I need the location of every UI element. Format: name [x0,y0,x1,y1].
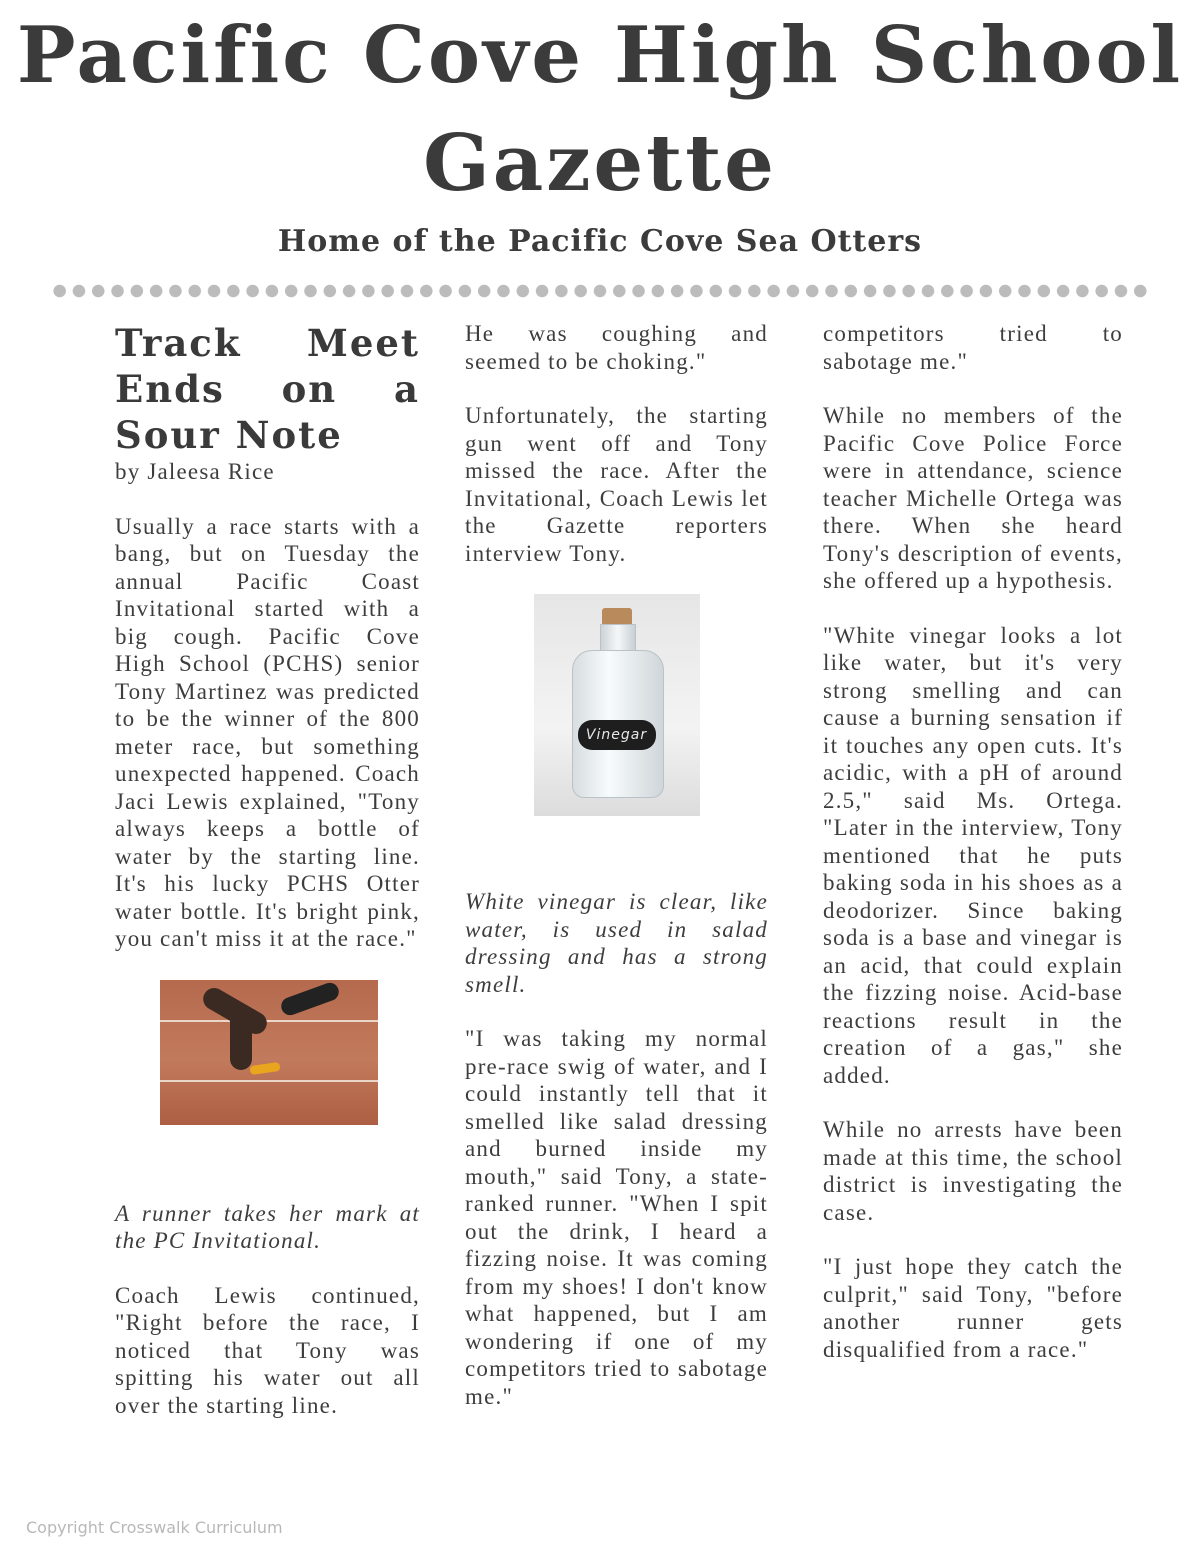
article-paragraph: While no arrests have been made at this time, the school district is investigating the case. [823,1117,1123,1225]
article-paragraph: Usually a race starts with a bang, but on Tuesday the annual Pacific Coast Invitational started with a big cough. Pacific Cove High School (PCHS) senior Tony Martinez was predicted to be the winner of the 800 meter race, but something unexpected happened. Coach Jaci Lewis explained, "Tony always keeps a bottle of water by the starting line. It's his lucky PCHS Otter water bottle. It's bright pink, you can't miss it at the race." [115,513,420,951]
dotted-divider [50,282,1150,300]
article-byline: by Jaleesa Rice [115,459,275,484]
column-2 [465,320,768,1437]
vinegar-bottle-photo [534,594,700,816]
runner-leg [230,1010,252,1070]
article-headline: Track Meet Ends on a Sour Note [115,321,420,457]
column-3 [823,320,1123,1390]
article-paragraph: "White vinegar looks a lot like water, but it's very strong smelling and can cause a burning sensation if it touches any open cuts. It's acidic, with a pH of around 2.5," said Ms. Ortega. "Later in the interview, Tony mentioned that he puts baking soda in his shoes as a deodorizer. Since baking soda is a base and vinegar is an acid, that could explain the fizzing noise. Acid-base reactions result in the creation of a gas," she added. [823,622,1123,1088]
track-lane-line [160,1080,378,1082]
runner-photo [160,980,378,1125]
title-line-1: Pacific Cove High School [16,10,1184,101]
article-paragraph: competitors tried to sabotage me." [823,321,1123,374]
masthead [0,0,1200,218]
article-paragraph: Coach Lewis continued, "Right before the race, I noticed that Tony was spitting his water out all over the starting line. [115,1282,420,1418]
runner-body [279,980,342,1017]
title-line-2: Gazette [423,118,777,209]
column-1 [115,320,420,1446]
track-lane-line [160,1020,378,1022]
article-paragraph: Unfortunately, the starting gun went off and Tony missed the race. After the Invitational, Coach Lewis let the Gazette reporters interview Tony. [465,403,768,566]
article-paragraph: "I just hope they catch the culprit," said Tony, "before another runner gets disqualified from a race." [823,1254,1123,1362]
relay-baton [250,1061,281,1074]
photo-caption: White vinegar is clear, like water, is used in salad dressing and has a strong smell. [465,889,768,997]
vinegar-label: Vinegar [578,720,656,750]
copyright-notice: Copyright Crosswalk Curriculum [26,1518,283,1537]
article-paragraph: He was coughing and seemed to be choking." [465,321,768,374]
article-paragraph: While no members of the Pacific Cove Police Force were in attendance, science teacher Michelle Ortega was there. When she heard Tony's description of events, she offered up a hypothesis. [823,403,1123,593]
article-paragraph: "I was taking my normal pre-race swig of water, and I could instantly tell that it smelled like salad dressing and burned inside my mouth," said Tony, a state-ranked runner. "When I spit out the drink, I heard a fizzing noise. It was coming from my shoes! I don't know what happened, but I am wondering if one of my competitors tried to sabotage me." [465,1026,768,1409]
newspaper-subtitle: Home of the Pacific Cove Sea Otters [277,224,923,259]
photo-caption: A runner takes her mark at the PC Invitational. [115,1200,420,1253]
newspaper-title [0,0,1200,218]
